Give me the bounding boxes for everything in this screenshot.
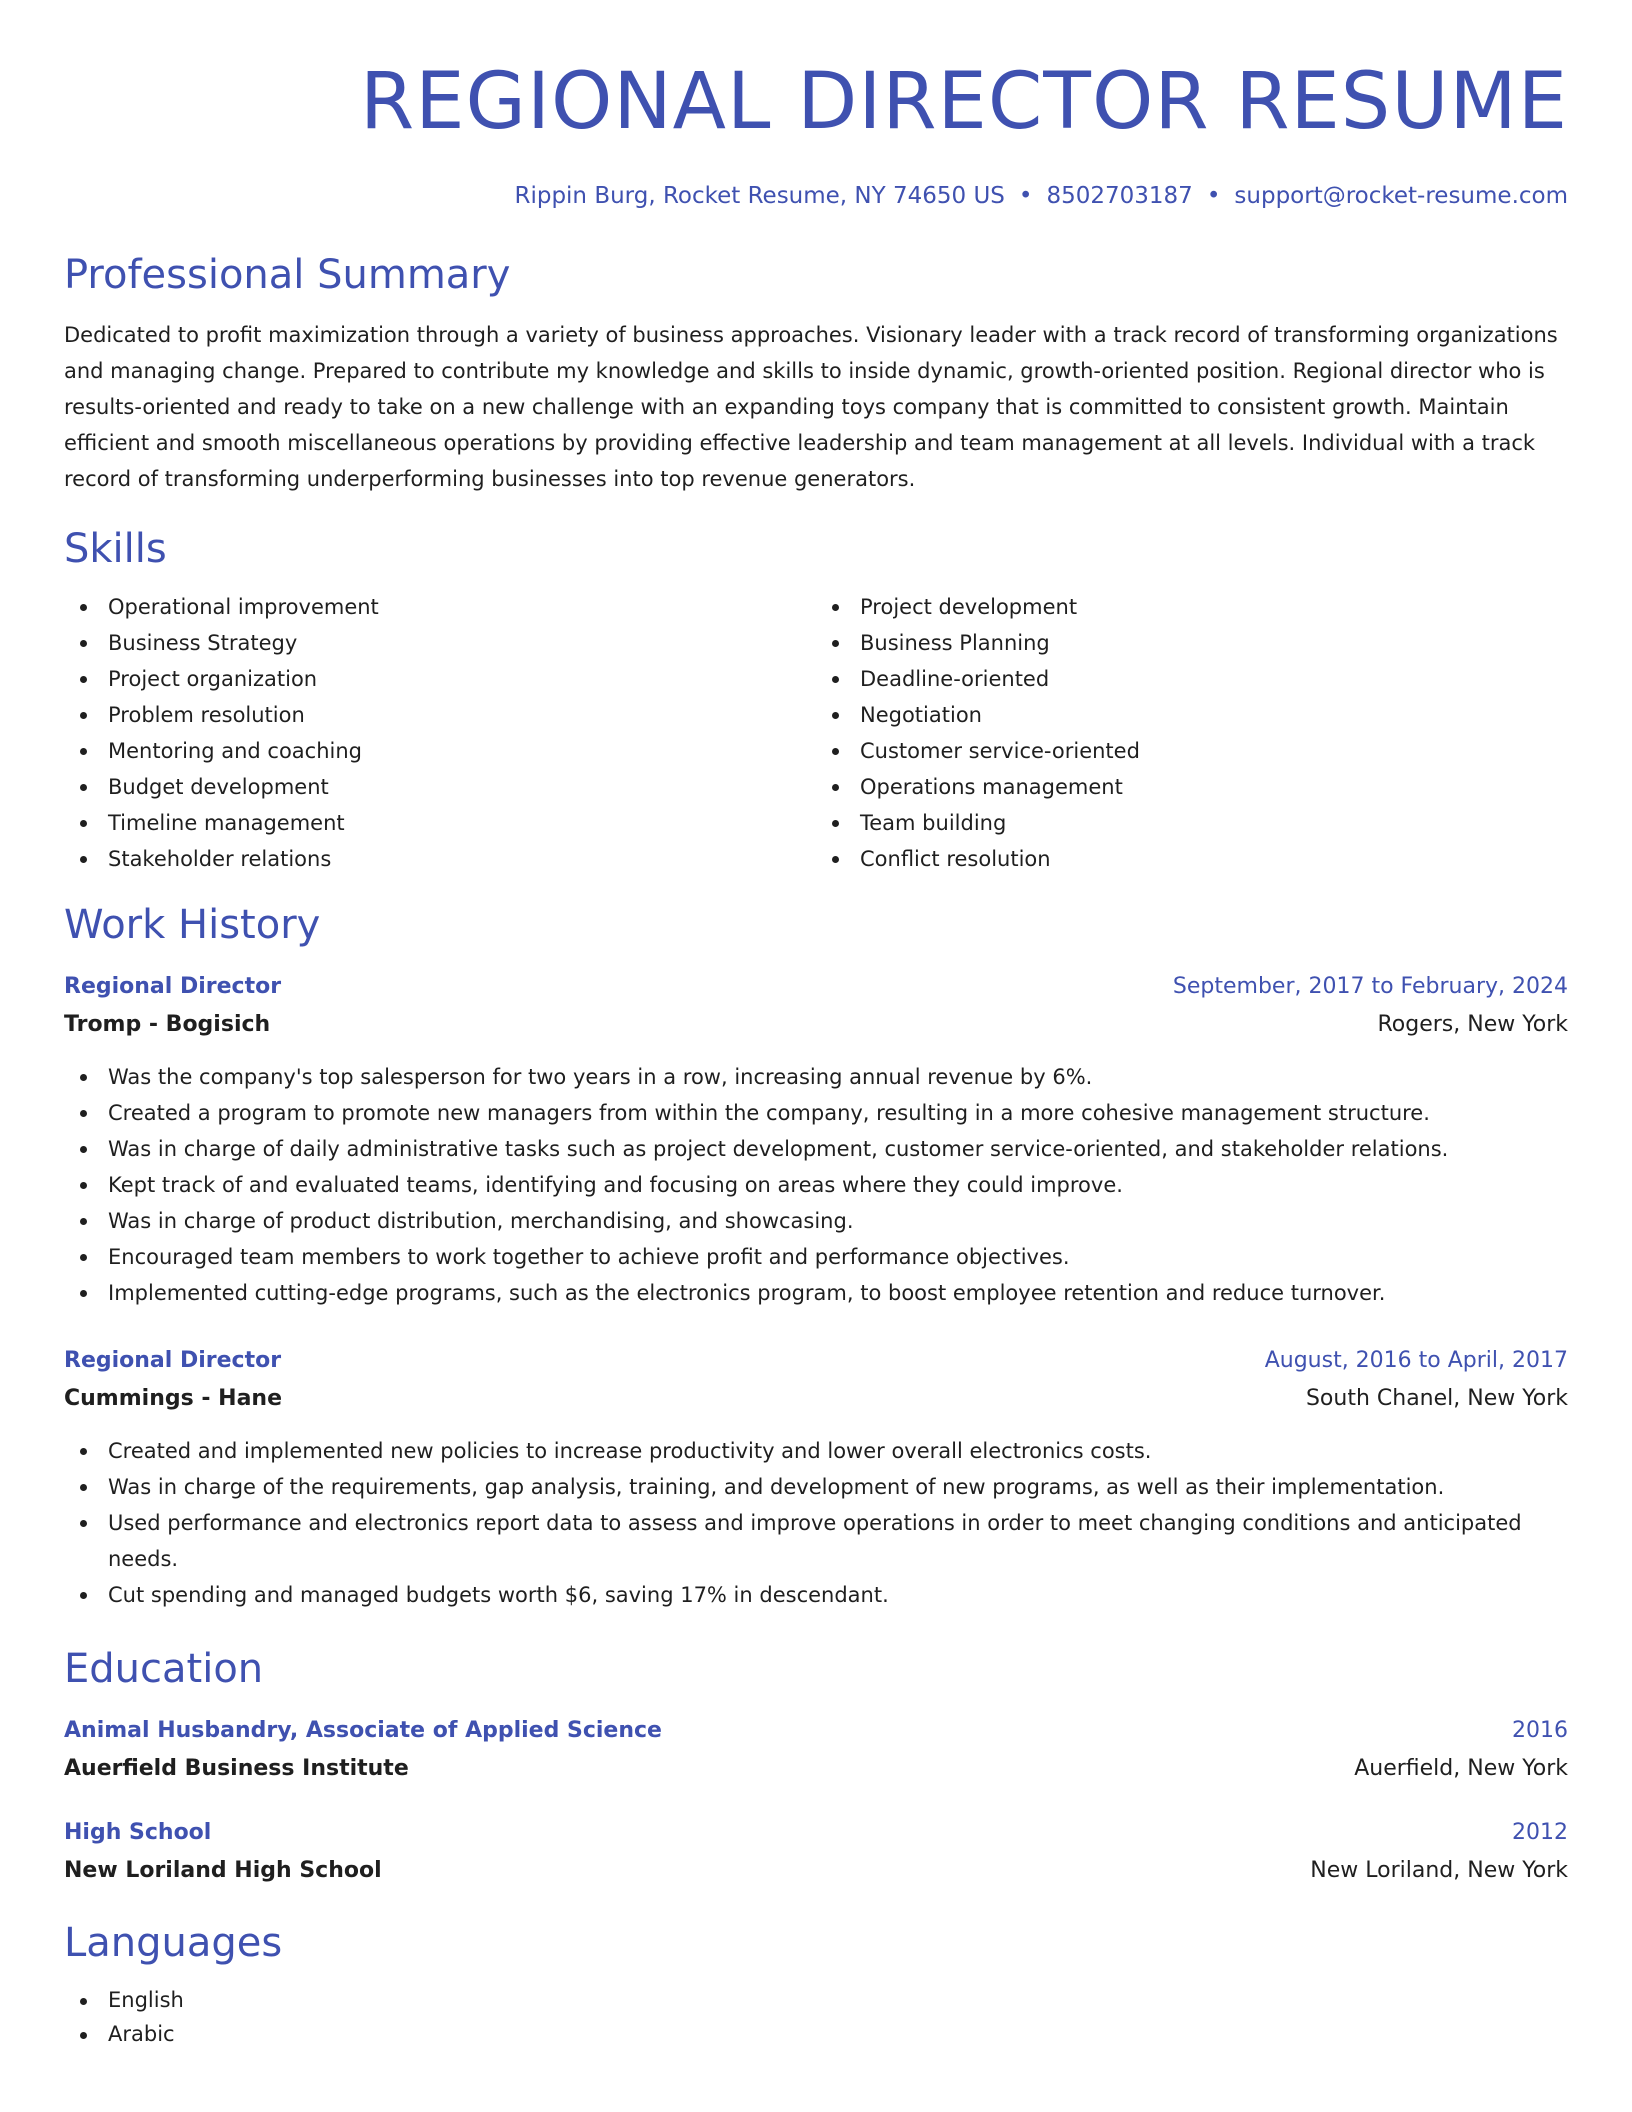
section-heading: Languages [64, 1920, 283, 1966]
language-item: English [64, 1983, 1568, 2017]
skill-item: Customer service-oriented [816, 733, 1568, 769]
education-degree-row [64, 1713, 1568, 1749]
skill-item: Problem resolution [64, 697, 816, 733]
job-title-row [64, 969, 1568, 1005]
language-item: Arabic [64, 2017, 1568, 2051]
skill-item: Project organization [64, 661, 816, 697]
job-bullet: Was in charge of the requirements, gap analysis, training, and development of new programs, as well as their implementation. [64, 1469, 1568, 1505]
skill-item: Timeline management [64, 805, 816, 841]
work-history-section [64, 899, 1568, 1613]
skill-item: Business Strategy [64, 625, 816, 661]
education-year: 2016 [1512, 1718, 1568, 1743]
job-bullets [64, 1433, 1568, 1613]
education-school: New Loriland High School [64, 1858, 382, 1883]
skill-item: Business Planning [816, 625, 1568, 661]
job-dates: September, 2017 to February, 2024 [1172, 974, 1568, 999]
job-bullet: Was in charge of product distribution, merchandising, and showcasing. [64, 1203, 1568, 1239]
summary-text: Dedicated to profit maximization through a variety of business approaches. Visionary leader with a track record of transforming organizations and managing change. Prepared to contribute my knowledge and skills to inside dynamic, growth-oriented position. Regional director who is results-oriented and ready to take on a new challenge with an expanding toys company that is committed to consistent growth. Maintain efficient and smooth miscellaneous operations by providing effective leadership and team management at all levels. Individual with a track record of transforming underperforming businesses into top revenue generators. [64, 323, 1558, 491]
skill-item: Operations management [816, 769, 1568, 805]
skills-section [64, 523, 1568, 877]
skill-item: Stakeholder relations [64, 841, 816, 877]
job-bullet: Used performance and electronics report data to assess and improve operations in order to meet changing conditions and anticipated needs. [64, 1505, 1568, 1577]
skill-item: Conflict resolution [816, 841, 1568, 877]
job-entry [64, 969, 1568, 1311]
job-bullet: Encouraged team members to work together to achieve profit and performance objectives. [64, 1239, 1568, 1275]
education-school: Auerfield Business Institute [64, 1756, 409, 1781]
skill-item: Budget development [64, 769, 816, 805]
skill-item: Negotiation [816, 697, 1568, 733]
job-bullet: Was in charge of daily administrative tasks such as project development, customer service-oriented, and stakeholder relations. [64, 1131, 1568, 1167]
job-bullet: Cut spending and managed budgets worth $6, saving 17% in descendant. [64, 1577, 1568, 1613]
job-entry [64, 1343, 1568, 1613]
contact-line [64, 181, 1568, 211]
job-dates: August, 2016 to April, 2017 [1264, 1348, 1568, 1373]
job-bullet: Was the company's top salesperson for two years in a row, increasing annual revenue by 6%. [64, 1059, 1568, 1095]
job-company: Cummings - Hane [64, 1386, 282, 1411]
languages-list [64, 1983, 1568, 2051]
skill-item: Operational improvement [64, 589, 816, 625]
section-heading: Professional Summary [64, 252, 511, 298]
skills-column-right [816, 589, 1568, 877]
skills-column-left [64, 589, 816, 877]
job-bullet: Kept track of and evaluated teams, identifying and focusing on areas where they could improve. [64, 1167, 1568, 1203]
job-role: Regional Director [64, 1348, 282, 1373]
skill-item: Team building [816, 805, 1568, 841]
education-degree: Animal Husbandry, Associate of Applied Science [64, 1718, 662, 1743]
education-school-row [64, 1749, 1568, 1789]
job-title-row [64, 1343, 1568, 1379]
job-bullet: Created a program to promote new managers from within the company, resulting in a more cohesive management structure. [64, 1095, 1568, 1131]
education-location: New Loriland, New York [1310, 1858, 1568, 1883]
contact-separator: • [1018, 183, 1033, 209]
professional-summary-section [64, 249, 1568, 497]
job-role: Regional Director [64, 974, 282, 999]
education-section [64, 1643, 1568, 1891]
skill-item: Mentoring and coaching [64, 733, 816, 769]
contact-address: Rippin Burg, Rocket Resume, NY 74650 US [514, 183, 1005, 209]
job-location: Rogers, New York [1377, 1012, 1568, 1037]
languages-section [64, 1917, 1568, 2051]
education-degree-row [64, 1815, 1568, 1851]
skill-item: Deadline-oriented [816, 661, 1568, 697]
job-bullets [64, 1059, 1568, 1311]
education-degree: High School [64, 1820, 212, 1845]
job-company-row [64, 1379, 1568, 1419]
education-year: 2012 [1512, 1820, 1568, 1845]
section-heading: Skills [64, 526, 167, 572]
contact-email: support@rocket-resume.com [1234, 183, 1568, 209]
education-location: Auerfield, New York [1354, 1756, 1568, 1781]
job-company-row [64, 1005, 1568, 1045]
skill-item: Project development [816, 589, 1568, 625]
contact-phone: 8502703187 [1046, 183, 1193, 209]
contact-separator: • [1206, 183, 1221, 209]
skills-grid [64, 589, 1568, 877]
section-heading: Education [64, 1646, 264, 1692]
education-entry [64, 1713, 1568, 1789]
job-bullet: Implemented cutting-edge programs, such as the electronics program, to boost employee retention and reduce turnover. [64, 1275, 1568, 1311]
job-location: South Chanel, New York [1305, 1386, 1568, 1411]
job-company: Tromp - Bogisich [64, 1012, 271, 1037]
resume-title: REGIONAL DIRECTOR RESUME [360, 57, 1568, 147]
education-school-row [64, 1851, 1568, 1891]
job-bullet: Created and implemented new policies to increase productivity and lower overall electronics costs. [64, 1433, 1568, 1469]
education-entry [64, 1815, 1568, 1891]
section-heading: Work History [64, 902, 321, 948]
